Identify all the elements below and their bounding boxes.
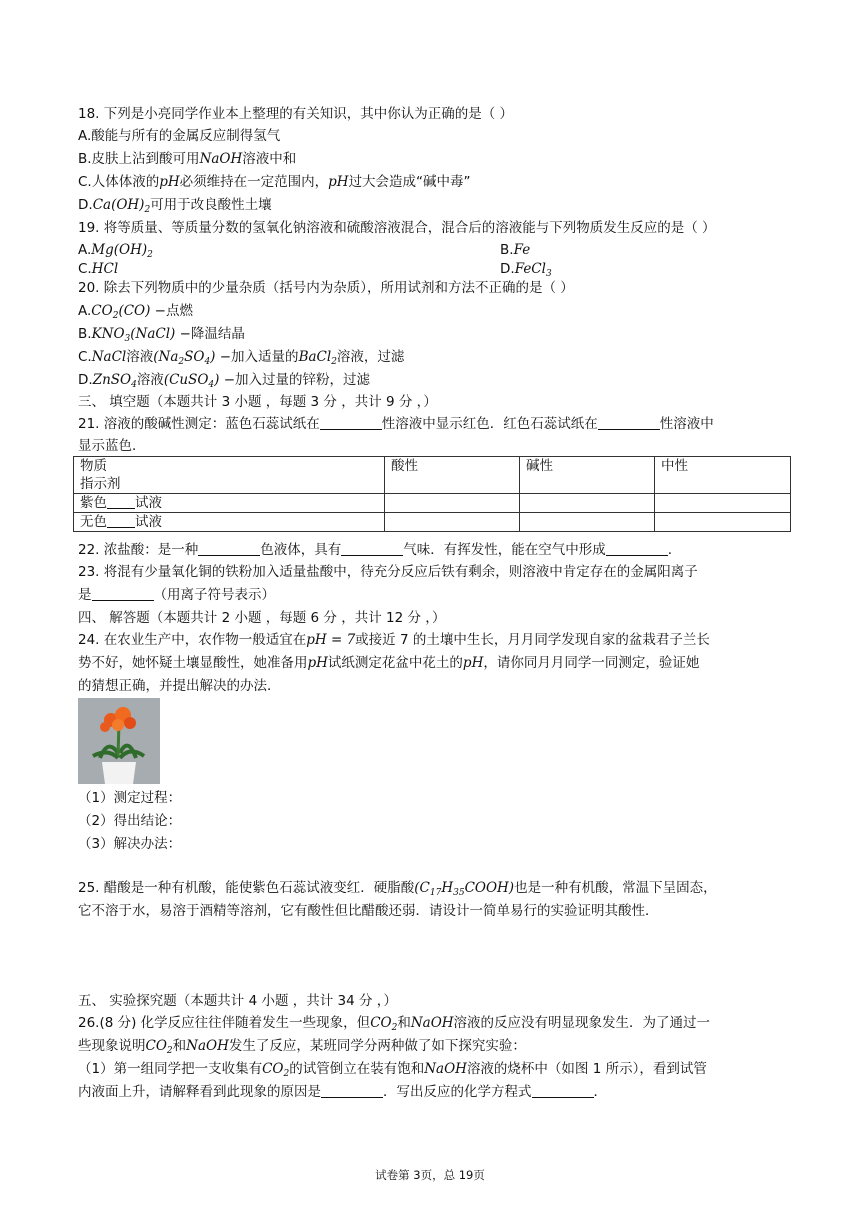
q19-option-d: D.FeCl$_3$ — [500, 261, 552, 279]
indicator-table — [73, 456, 791, 532]
q21-line-1: 21. 溶液的酸碱性测定：蓝色石蕊试纸在 性溶液中显示红色．红色石蕊试纸在 性溶液中 — [78, 416, 714, 432]
q20-stem: 20. 除去下列物质中的少量杂质（括号内为杂质），所用试剂和方法不正确的是（ ） — [78, 280, 574, 296]
q20-option-b: $B.KNO_3(NaCl)$ −降温结晶 — [78, 326, 245, 344]
page-footer: 试卷第 3页，总 19页 — [375, 1168, 485, 1182]
q19-option-a: $A.Mg(OH)_2$ — [78, 242, 153, 260]
q26-line-4: 内液面上升，请解释看到此现象的原因是 ．写出反应的化学方程式 ． — [78, 1084, 607, 1100]
q18-option-a: A.酸能与所有的金属反应制得氢气 — [78, 128, 281, 144]
q24-step-1: （1）测定过程： — [78, 790, 182, 806]
q20-option-c: C.NaCl溶液$(Na_2SO_4)$ −加入适量的BaCl$_2$溶液，过滤 — [78, 349, 405, 367]
header-base: 碱性 — [520, 457, 655, 494]
row-colorless: 无色 试液 — [74, 513, 385, 532]
q18-stem: 18. 下列是小亮同学作业本上整理的有关知识，其中你认为正确的是（ ） — [78, 106, 514, 122]
q25-line-1: 25. 醋酸是一种有机酸，能使紫色石蕊试液变红．硬脂酸$(C_{17}H_{35}COOH)$也是一种有机酸，常温下呈固态， — [78, 880, 717, 898]
q20-option-a: $A.CO_2(CO)$ −点燃 — [78, 303, 193, 321]
section-4-heading: 四、 解答题（本题共计 2 小题 ，每题 6 分 ，共计 12 分 ，） — [78, 610, 446, 626]
header-neutral: 中性 — [655, 457, 791, 494]
q19-option-c: C.HCl — [78, 261, 119, 277]
section-3-heading: 三、 填空题（本题共计 3 小题 ，每题 3 分 ，共计 9 分 ，） — [78, 394, 437, 410]
q18-option-d: $D.Ca(OH)_2$可用于改良酸性土壤 — [78, 197, 272, 215]
q24-line-1: 24. 在农业生产中，农作物一般适宜在pH = 7或接近 7 的土壤中生长，月月同学发现自家的盆栽君子兰长 — [78, 632, 710, 648]
table-row — [74, 513, 791, 532]
q26-line-2: 些现象说明$CO_2$和NaOH发生了反应，某班同学分两种做了如下探究实验： — [78, 1038, 526, 1056]
q25-line-2: 它不溶于水，易溶于酒精等溶剂，它有酸性但比醋酸还弱．请设计一简单易行的实验证明其酸性． — [78, 903, 659, 919]
header-indicator: 指示剂 — [80, 476, 121, 492]
header-substance: 物质 — [80, 458, 107, 474]
q19-stem: 19. 将等质量、等质量分数的氢氧化钠溶液和硫酸溶液混合，混合后的溶液能与下列物质发生反应的是（ ） — [78, 220, 716, 236]
clivia-flower-photo — [78, 698, 160, 784]
q24-step-3: （3）解决办法： — [78, 836, 182, 852]
row-purple: 紫色 试液 — [74, 494, 385, 513]
q20-option-d: D.ZnSO$_4$溶液(CuSO$_4$) −加入过量的锌粉，过滤 — [78, 372, 371, 390]
section-5-heading: 五、 实验探究题（本题共计 4 小题 ，共计 34 分 ，） — [78, 993, 398, 1009]
q24-line-3: 的猜想正确，并提出解决的办法． — [78, 678, 281, 694]
q24-step-2: （2）得出结论： — [78, 813, 182, 829]
q24-line-2: 势不好，她怀疑土壤显酸性，她准备用pH试纸测定花盆中花土的pH，请你同月月同学一同测定，验证她 — [78, 655, 700, 671]
q18-option-b: B.皮肤上沾到酸可用NaOH溶液中和 — [78, 151, 297, 167]
q23-line-1: 23. 将混有少量氧化铜的铁粉加入适量盐酸中，待充分反应后铁有剩余，则溶液中肯定存在的金属阳离子 — [78, 564, 698, 580]
q23-line-2: 是 （用离子符号表示） — [78, 587, 275, 603]
q26-line-3: （1）第一组同学把一支收集有$CO_2$的试管倒立在装有饱和NaOH溶液的烧杯中（如图 1 所示），看到试管 — [78, 1061, 707, 1079]
q21-line-2: 显示蓝色． — [78, 438, 146, 454]
header-acid: 酸性 — [385, 457, 520, 494]
q18-option-c: C.人体体液的pH必须维持在一定范围内，pH过大会造成“碱中毒” — [78, 174, 471, 190]
q26-line-1: 26.(8 分) 化学反应往往伴随着发生一些现象，但$CO_2$和NaOH溶液的反应没有明显现象发生．为了通过一 — [78, 1015, 711, 1033]
q22-line: 22. 浓盐酸：是一种 色液体，具有 气味．有挥发性，能在空气中形成 . — [78, 542, 673, 558]
q19-option-b: B.Fe — [500, 242, 531, 258]
table-row — [74, 494, 791, 513]
